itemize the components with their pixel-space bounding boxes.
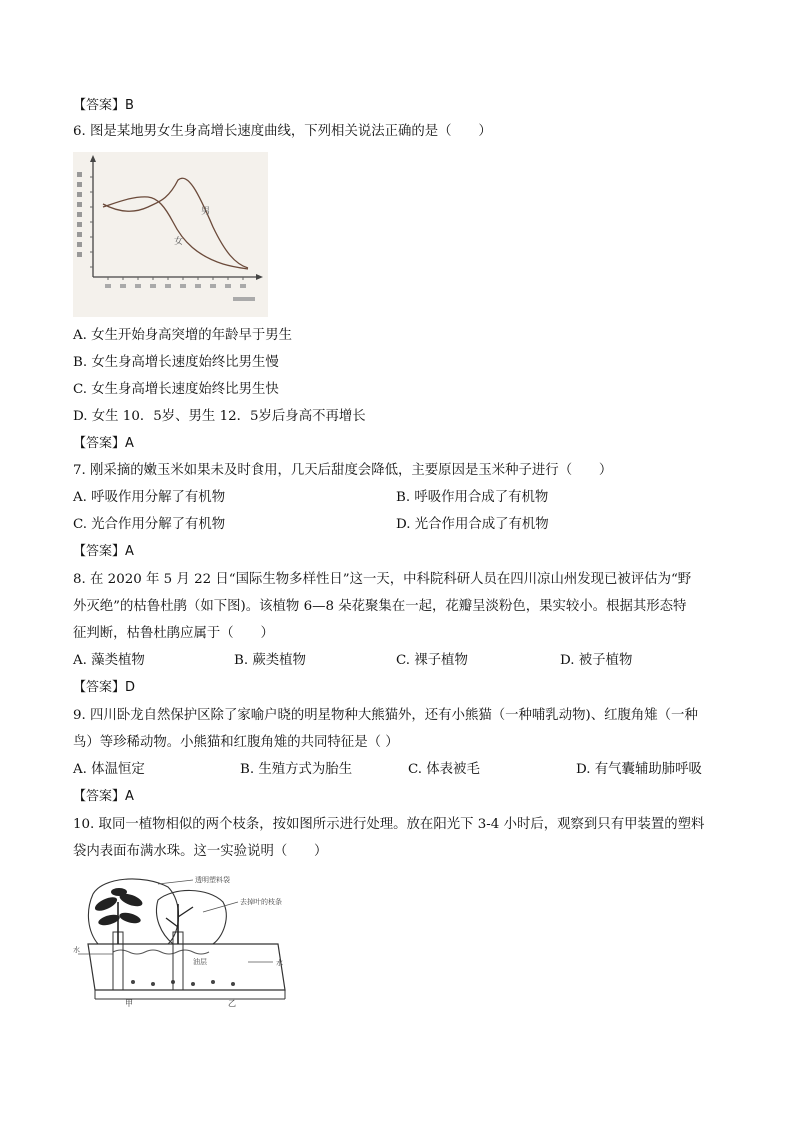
question-9-stem-line-1: 9. 四川卧龙自然保护区除了家喻户晓的明星物种大熊猫外，还有小熊猫（一种哺乳动物)、红腹角雉（一种 (73, 708, 698, 723)
answer-6: 【答案】A (73, 436, 134, 451)
q8-option-d: D. 被子植物 (560, 653, 633, 668)
label-oil: 油层 (193, 958, 207, 966)
q7-option-d: D. 光合作用合成了有机物 (396, 517, 549, 532)
answer-8: 【答案】D (73, 680, 136, 695)
label-water-left: 水 (73, 946, 80, 954)
label-bag: 透明塑料袋 (195, 876, 230, 884)
q8-option-c: C. 裸子植物 (396, 653, 468, 668)
question-7-stem: 7. 刚采摘的嫩玉米如果未及时食用，几天后甜度会降低，主要原因是玉米种子进行（ ） (73, 463, 613, 478)
label-jia: 甲 (125, 999, 133, 1007)
question-6-stem: 6. 图是某地男女生身高增长速度曲线，下列相关说法正确的是（ ） (73, 124, 492, 139)
q7-option-c: C. 光合作用分解了有机物 (73, 517, 226, 532)
q9-option-d: D. 有气囊辅助肺呼吸 (576, 762, 702, 777)
answer-5: 【答案】B (73, 98, 134, 113)
q9-option-a: A. 体温恒定 (73, 762, 145, 777)
q9-option-b: B. 生殖方式为胎生 (240, 762, 353, 777)
question-10-stem-line-2: 袋内表面布满水珠。这一实验说明（ ） (73, 844, 328, 859)
question-8-stem-line-1: 8. 在 2020 年 5 月 22 日“国际生物多样性日”这一天，中科院科研人员在四川凉山州发现已被评估为“野 (73, 572, 692, 587)
q6-option-d: D. 女生 10．5岁、男生 12．5岁后身高不再增长 (73, 409, 366, 424)
growth-curve-figure (73, 152, 268, 317)
q8-option-b: B. 蕨类植物 (234, 653, 306, 668)
q7-option-b: B. 呼吸作用合成了有机物 (396, 490, 549, 505)
female-curve (103, 197, 248, 269)
male-label: 男 (201, 207, 211, 217)
plant-experiment-figure (73, 872, 313, 1007)
female-label: 女 (174, 237, 184, 247)
q6-option-a: A. 女生开始身高突增的年龄早于男生 (73, 328, 293, 343)
male-curve (103, 178, 248, 268)
q6-option-c: C. 女生身高增长速度始终比男生快 (73, 382, 279, 397)
label-leafless-branch: 去掉叶的枝条 (240, 898, 282, 906)
label-water-right: 水 (276, 959, 283, 967)
q7-option-a: A. 呼吸作用分解了有机物 (73, 490, 226, 505)
label-yi: 乙 (228, 999, 236, 1007)
q9-option-c: C. 体表被毛 (408, 762, 480, 777)
answer-9: 【答案】A (73, 789, 134, 804)
question-8-stem-line-3: 征判断，枯鲁杜鹃应属于（ ） (73, 626, 274, 641)
q8-option-a: A. 藻类植物 (73, 653, 145, 668)
q6-option-b: B. 女生身高增长速度始终比男生慢 (73, 355, 279, 370)
question-10-stem-line-1: 10. 取同一植物相似的两个枝条，按如图所示进行处理。放在阳光下 3-4 小时后，观察到只有甲装置的塑料 (73, 817, 705, 832)
question-9-stem-line-2: 鸟）等珍稀动物。小熊猫和红腹角雉的共同特征是（ ） (73, 735, 399, 750)
question-8-stem-line-2: 外灭绝”的枯鲁杜鹃（如下图)。该植物 6—8 朵花聚集在一起，花瓣呈淡粉色，果实较小。根据其形态特 (73, 599, 687, 614)
answer-7: 【答案】A (73, 544, 134, 559)
